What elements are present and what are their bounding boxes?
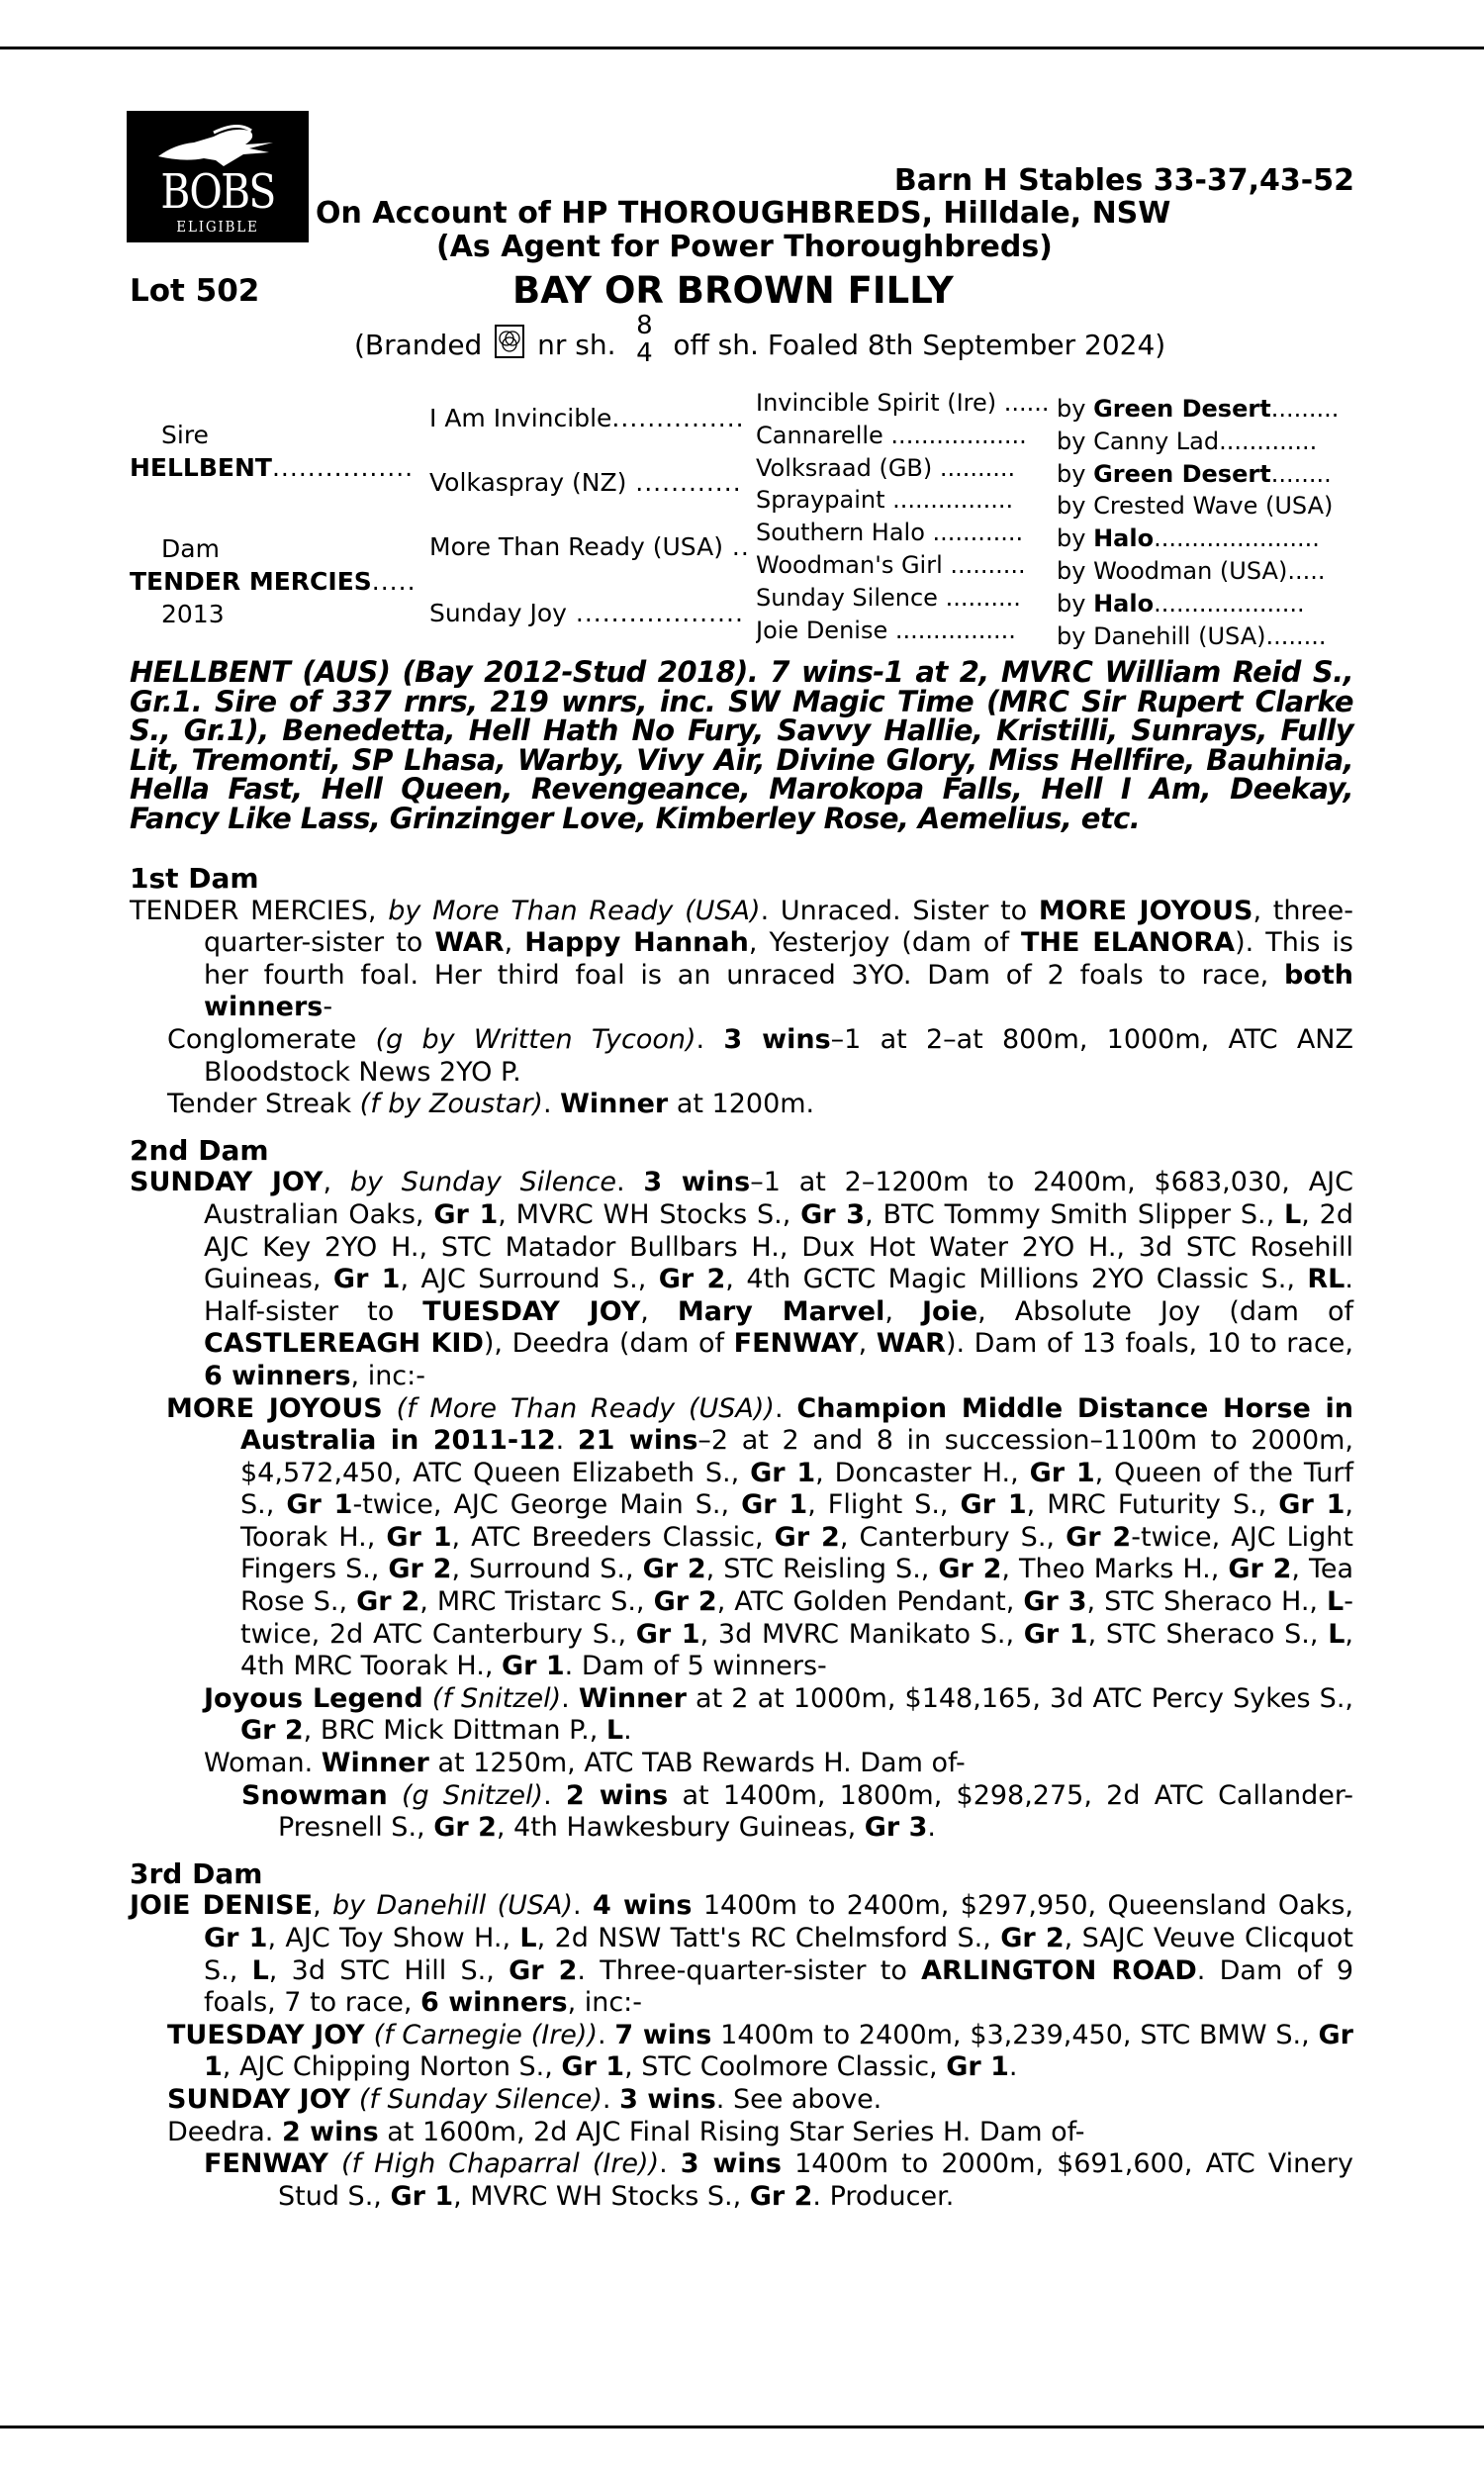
ggp-sire: by Halo...................... <box>1057 524 1320 553</box>
great-grandparent-row <box>756 486 1333 520</box>
ggp-sire: by Green Desert......... <box>1057 395 1340 423</box>
great-grandparent-row <box>756 422 1317 455</box>
great-grandparent-row <box>756 454 1332 488</box>
great-grandparent-row <box>756 551 1325 585</box>
ggp-name: Invincible Spirit (Ire) ...... <box>756 389 1050 417</box>
vendor-line: On Account of HP THOROUGHBREDS, Hilldale, NSW <box>316 196 1171 231</box>
dam-year: 2013 <box>161 600 225 628</box>
pedigree-entry: Deedra. 2 wins at 1600m, 2d AJC Final Rising Star Series H. Dam of- <box>167 2116 1085 2147</box>
bobs-eligible-logo <box>127 111 309 242</box>
ggp-name: Joie Denise ................ <box>756 616 1016 644</box>
sire-summary: HELLBENT (AUS) (Bay 2012-Stud 2018). 7 wins-1 at 2, MVRC William Reid S., Gr.1. Sire of 337 rnrs, 219 wnrs, inc. SW Magic Time (MRC Sir Rupert Clarke S., Gr.1), Benedetta, Hell Hath No Fury, Savvy Hallie, Kristilli, Sunrays, Fully Lit, Tremonti, SP Lhasa, Warby, Vivy Air, Divine Glory, Miss Hellfire, Bauhinia, Hella Fast, Hell Queen, Revengeance, Marokopa Falls, Hell I Am, Deekay, Fancy Like Lass, Grinzinger Love, Kimberley Rose, Aemelius, etc. <box>130 655 1353 835</box>
gp-name: Volkaspray (NZ) <box>429 468 627 497</box>
pedigree-entry: JOIE DENISE, by Danehill (USA). 4 wins 1400m to 2400m, $297,950, Queensland Oaks, Gr 1, AJC Toy Show H., L, 2d NSW Tatt's RC Chelmsford S., Gr 2, SAJC Veuve Clicquot S., L, 3d STC Hill S., Gr 2. Three-quarter-sister to ARLINGTON ROAD. Dam of 9 foals, 7 to race, 6 winners, inc:- <box>130 1890 1354 2019</box>
pedigree-entry: TUESDAY JOY (f Carnegie (Ire)). 7 wins 1400m to 2400m, $3,239,450, STC BMW S., Gr 1, AJC Chipping Norton S., Gr 1, STC Coolmore Classic, Gr 1. <box>167 2019 1353 2083</box>
gp-name: I Am Invincible <box>429 404 612 432</box>
ggp-sire: by Woodman (USA)..... <box>1057 557 1326 585</box>
brand-numerator: 8 <box>636 311 653 340</box>
ggp-name: Sunday Silence .......... <box>756 583 1021 612</box>
bottom-rule <box>0 2426 1484 2428</box>
dam-name: TENDER MERCIES..... <box>130 567 417 596</box>
ggp-name: Southern Halo ............ <box>756 519 1024 547</box>
sire-name-text: HELLBENT <box>130 453 272 482</box>
granddam-maternal: Sunday Joy ................... <box>429 599 744 627</box>
brand-denominator: 4 <box>636 338 653 368</box>
pedigree-entry: Joyous Legend (f Snitzel). Winner at 2 at 1000m, $148,165, 3d ATC Percy Sykes S., Gr 2, BRC Mick Dittman P., L. <box>204 1682 1353 1747</box>
ggp-sire: by Crested Wave (USA) <box>1057 492 1334 521</box>
sire-label: Sire <box>161 421 209 449</box>
granddam-paternal: Volkaspray (NZ) ............ <box>429 468 742 497</box>
great-grandparent-row <box>756 584 1305 618</box>
lot-title: BAY OR BROWN FILLY <box>512 269 954 312</box>
ggp-sire: by Canny Lad............. <box>1057 427 1318 455</box>
section-heading: 3rd Dam <box>130 1856 263 1890</box>
brand-prefix: (Branded <box>354 329 483 361</box>
dam-name-text: TENDER MERCIES <box>130 567 372 596</box>
ggp-name: Cannarelle .................. <box>756 421 1027 449</box>
grandsire-maternal: More Than Ready (USA) .. <box>429 532 750 561</box>
pedigree-entry: Tender Streak (f by Zoustar). Winner at 1200m. <box>167 1089 815 1120</box>
brand-line <box>354 311 1166 368</box>
pedigree-entry: SUNDAY JOY (f Sunday Silence). 3 wins. See above. <box>167 2083 882 2115</box>
dam-label: Dam <box>161 534 220 563</box>
barn-location: Barn H Stables 33-37,43-52 <box>893 163 1354 198</box>
pedigree-entry: Conglomerate (g by Written Tycoon). 3 wins–1 at 2–at 800m, 1000m, ATC ANZ Bloodstock News 2YO P. <box>167 1023 1354 1088</box>
great-grandparent-row <box>756 617 1327 650</box>
ggp-name: Spraypaint ................ <box>756 486 1014 515</box>
pedigree-entry: TENDER MERCIES, by More Than Ready (USA). Unraced. Sister to MORE JOYOUS, three-quarter-sister to WAR, Happy Hannah, Yesterjoy (dam of THE ELANORA). This is her fourth foal. Her third foal is an unraced 3YO. Dam of 2 foals to race, both winners- <box>130 895 1354 1023</box>
ggp-sire: by Danehill (USA)........ <box>1057 621 1327 650</box>
brand-near-shoulder: nr sh. <box>537 329 616 361</box>
pedigree-entry: FENWAY (f High Chaparral (Ire)). 3 wins 1400m to 2000m, $691,600, ATC Vinery Stud S., Gr 1, MVRC WH Stocks S., Gr 2. Producer. <box>204 2148 1353 2212</box>
great-grandparent-row <box>756 519 1320 552</box>
brand-mark-icon <box>495 325 524 358</box>
dam-sections <box>130 849 1353 2213</box>
gp-name: More Than Ready (USA) <box>429 532 723 561</box>
logo-subtext: ELIGIBLE <box>176 218 259 236</box>
pedigree-entry: SUNDAY JOY, by Sunday Silence. 3 wins–1 at 2–1200m to 2400m, $683,030, AJC Australian Oaks, Gr 1, MVRC WH Stocks S., Gr 3, BTC Tommy Smith Slipper S., L, 2d AJC Key 2YO H., STC Matador Bullbars H., Dux Hot Water 2YO H., 3d STC Rosehill Guineas, Gr 1, AJC Surround S., Gr 2, 4th GCTC Magic Millions 2YO Classic S., RL. Half-sister to TUESDAY JOY, Mary Marvel, Joie, Absolute Joy (dam of CASTLEREAGH KID), Deedra (dam of FENWAY, WAR). Dam of 13 foals, 10 to race, 6 winners, inc:- <box>130 1167 1354 1391</box>
sire-name: HELLBENT................ <box>130 453 415 482</box>
grandsire-paternal: I Am Invincible............... <box>429 404 745 432</box>
brand-off-shoulder-numbers <box>624 311 664 368</box>
great-grandparent-row <box>756 389 1339 423</box>
ggp-name: Woodman's Girl .......... <box>756 551 1026 579</box>
section-heading: 2nd Dam <box>130 1133 269 1167</box>
agent-line: (As Agent for Power Thoroughbreds) <box>436 230 1053 264</box>
ggp-sire: by Halo.................... <box>1057 589 1305 618</box>
ggp-name: Volksraad (GB) .......... <box>756 453 1016 482</box>
top-rule <box>0 47 1484 49</box>
brand-suffix: off sh. Foaled 8th September 2024) <box>673 329 1166 361</box>
logo-text: BOBS <box>160 164 275 220</box>
lot-number: Lot 502 <box>130 273 260 309</box>
section-heading: 1st Dam <box>130 862 259 895</box>
pedigree-entry: MORE JOYOUS (f More Than Ready (USA)). Champion Middle Distance Horse in Australia in 2011-12. 21 wins–2 at 2 and 8 in succession–1100m to 2000m, $4,572,450, ATC Queen Elizabeth S., Gr 1, Doncaster H., Gr 1, Queen of the Turf S., Gr 1-twice, AJC George Main S., Gr 1, Flight S., Gr 1, MRC Futurity S., Gr 1, Toorak H., Gr 1, ATC Breeders Classic, Gr 2, Canterbury S., Gr 2-twice, AJC Light Fingers S., Gr 2, Surround S., Gr 2, STC Reisling S., Gr 2, Theo Marks H., Gr 2, Tea Rose S., Gr 2, MRC Tristarc S., Gr 2, ATC Golden Pendant, Gr 3, STC Sheraco H., L-twice, 2d ATC Canterbury S., Gr 1, 3d MVRC Manikato S., Gr 1, STC Sheraco S., L, 4th MRC Toorak H., Gr 1. Dam of 5 winners- <box>166 1392 1354 1682</box>
gp-name: Sunday Joy <box>429 599 567 627</box>
pedigree-entry: Woman. Winner at 1250m, ATC TAB Rewards H. Dam of- <box>204 1748 966 1779</box>
pedigree-entry: Snowman (g Snitzel). 2 wins at 1400m, 1800m, $298,275, 2d ATC Callander-Presnell S., Gr 2, 4th Hawkesbury Guineas, Gr 3. <box>241 1779 1354 1844</box>
ggp-sire: by Green Desert........ <box>1057 459 1332 488</box>
